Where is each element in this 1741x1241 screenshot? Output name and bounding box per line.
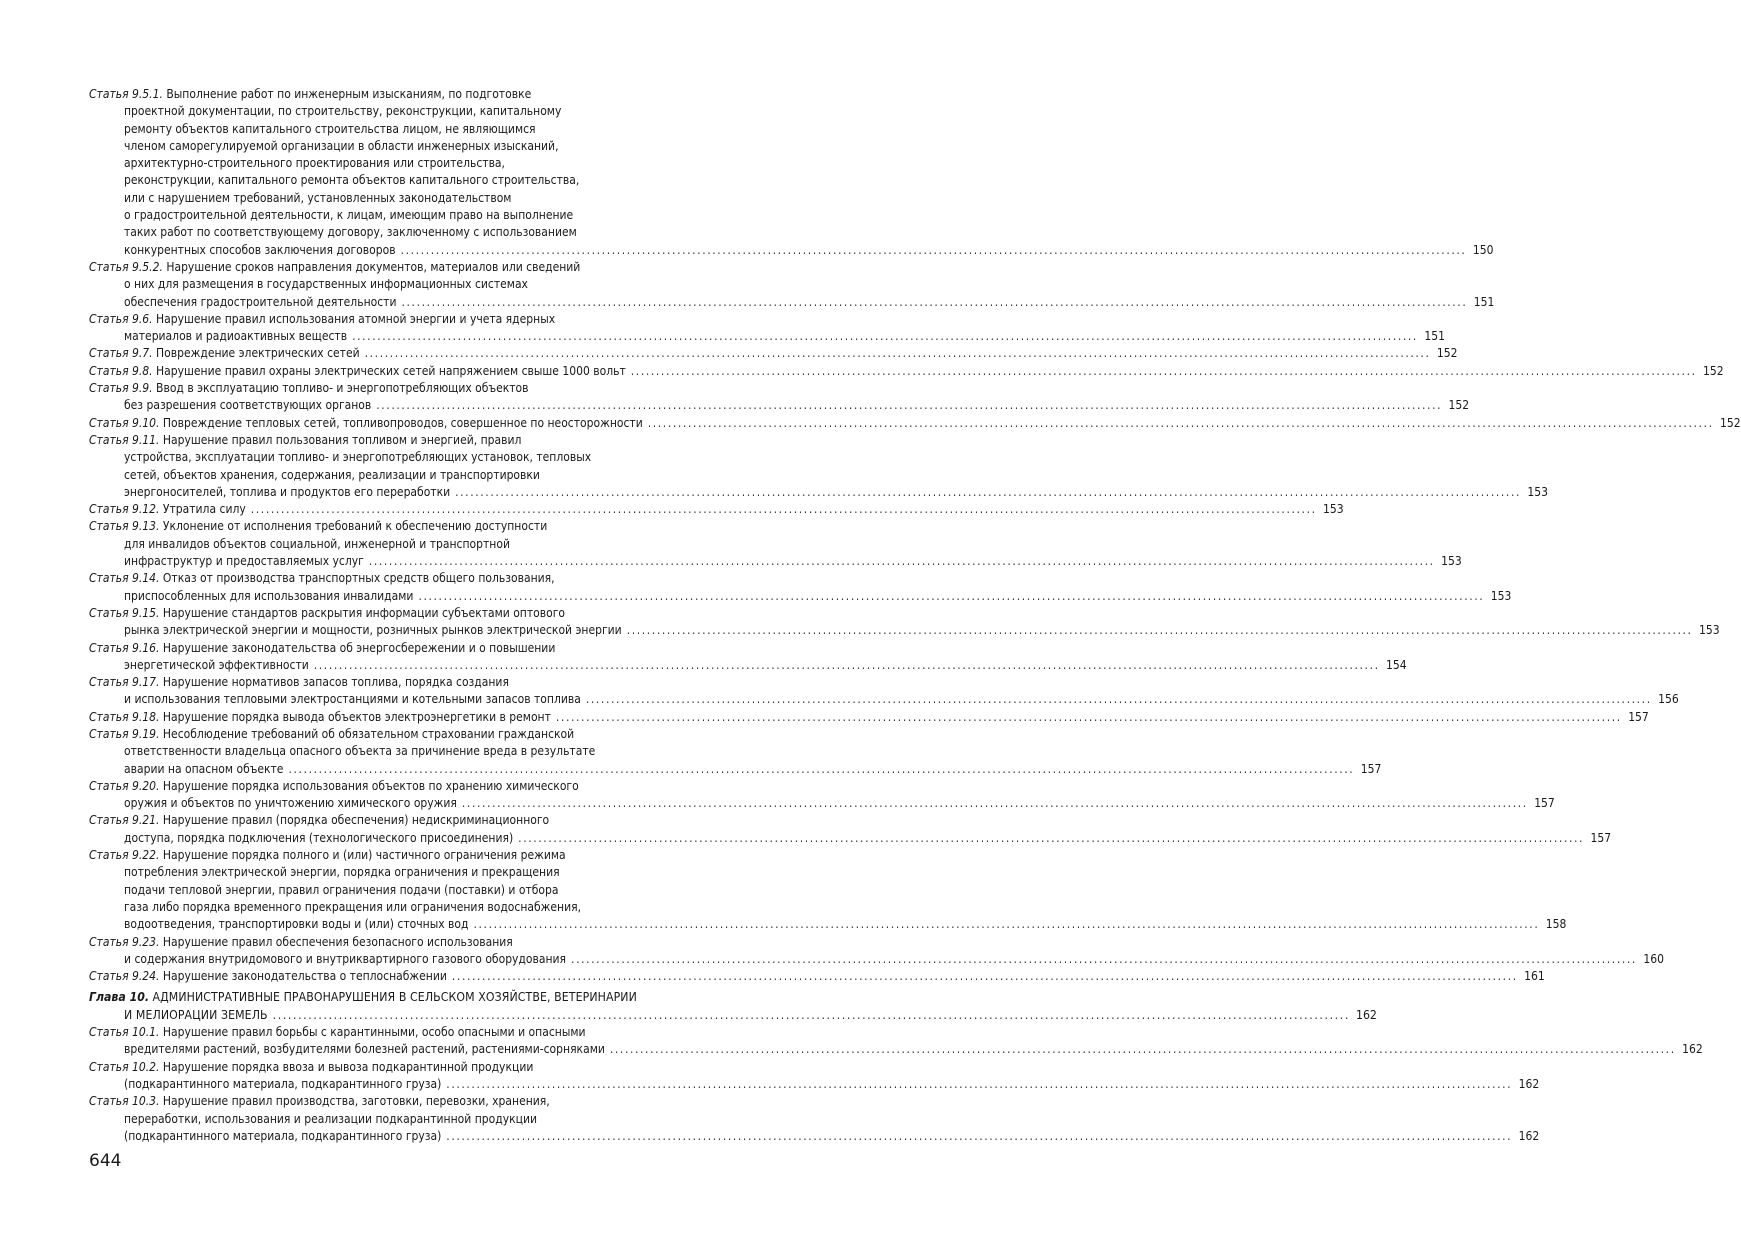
entry-title-text: Нарушение правил использования атомной энергии и учета ядерных [156, 311, 556, 326]
entry-title-text: (подкарантинного материала, подкарантинного груза) [124, 1076, 442, 1091]
toc-entry [89, 311, 1445, 346]
dot-leader: .................................................................................................................................................................................................................... [272, 1007, 1350, 1022]
page-ref: 157 [1534, 796, 1555, 811]
entry-title-text: Нарушение порядка использования объектов по хранению химического [162, 778, 579, 793]
entry-line [89, 294, 1495, 311]
entry-title-text: Нарушение законодательства об энергосбережении и о повышении [162, 640, 556, 655]
entry-title-text: инфраструктур и предоставляемых услуг [124, 554, 364, 569]
entry-line [89, 155, 709, 172]
article-label: Статья 9.24. [89, 969, 160, 984]
entry-title-text: Нарушение порядка вывода объектов электроэнергетики в ремонт [162, 709, 551, 724]
entry-title-text: потребления электрической энергии, порядка ограничения и прекращения [124, 865, 560, 880]
entry-line [89, 864, 709, 881]
entry-line [89, 899, 709, 916]
entry-title-text: Нарушение законодательства о теплоснабжении [162, 969, 447, 984]
article-label: Статья 9.5.1. [89, 87, 163, 101]
entry-line [89, 449, 709, 466]
entry-line [89, 674, 709, 691]
entry-line [89, 328, 1445, 345]
entry-line [89, 934, 709, 951]
entry-title-text: рынка электрической энергии и мощности, розничных рынков электрической энергии [124, 623, 622, 638]
entry-title-text: устройства, эксплуатации топливо- и энергопотребляющих установок, тепловых [124, 450, 592, 465]
article-label: Статья 10.1. [89, 1025, 160, 1040]
dot-leader: .................................................................................................................................................................................................................... [630, 363, 1697, 378]
entry-title-text: аварии на опасном объекте [124, 761, 284, 776]
entry-line [89, 536, 709, 553]
entry-title-text: Нарушение правил (порядка обеспечения) недискриминационного [162, 813, 550, 828]
dot-leader: .................................................................................................................................................................................................................... [401, 294, 1468, 309]
page-ref: 152 [1720, 415, 1741, 430]
toc-entry [89, 1024, 1703, 1059]
toc-entry [89, 1093, 1540, 1145]
dot-leader: .................................................................................................................................................................................................................... [647, 415, 1714, 430]
entry-line [89, 761, 1382, 778]
page-ref: 156 [1658, 692, 1679, 707]
page-ref: 153 [1490, 588, 1512, 603]
entry-title-text: АДМИНИСТРАТИВНЫЕ ПРАВОНАРУШЕНИЯ В СЕЛЬСКОМ ХОЗЯЙСТВЕ, ВЕТЕРИНАРИИ [152, 990, 637, 1005]
dot-leader: .................................................................................................................................................................................................................... [288, 761, 1355, 776]
article-label: Статья 9.6. [89, 311, 153, 326]
entry-title-text: о них для размещения в государственных информационных системах [124, 277, 528, 292]
dot-leader: .................................................................................................................................................................................................................... [455, 484, 1522, 499]
dot-leader: .................................................................................................................................................................................................................... [376, 398, 1443, 413]
entry-title-text: Отказ от производства транспортных средств общего пользования, [162, 571, 555, 586]
article-label: Статья 9.11. [89, 432, 160, 447]
entry-line [89, 242, 1494, 259]
entry-title-text: без разрешения соответствующих органов [124, 398, 372, 413]
entry-line [89, 207, 709, 224]
toc-entry [89, 605, 1720, 640]
toc-entry [89, 640, 1407, 675]
article-label: Статья 9.14. [89, 571, 160, 586]
entry-line [89, 778, 709, 795]
page-ref: 157 [1628, 709, 1649, 724]
article-label: Статья 9.8. [89, 363, 153, 378]
entry-line [89, 951, 1664, 968]
entry-title-text: (подкарантинного материала, подкарантинного груза) [124, 1128, 442, 1143]
entry-line [89, 553, 1462, 570]
article-label: Статья 9.7. [89, 346, 153, 361]
table-of-contents [89, 86, 1741, 1145]
entry-title-text: энергетической эффективности [124, 657, 309, 672]
toc-entry [89, 812, 1612, 847]
page-ref: 160 [1643, 951, 1664, 966]
dot-leader: .................................................................................................................................................................................................................... [418, 588, 1485, 603]
entry-line [89, 640, 709, 657]
entry-line [89, 415, 1741, 432]
page-ref: 152 [1436, 346, 1458, 361]
entry-title-text: членом саморегулируемой организации в области инженерных изысканий, [124, 138, 559, 153]
entry-line [89, 1128, 1540, 1145]
page-ref: 158 [1545, 917, 1567, 932]
entry-title-text: Нарушение правил обеспечения безопасного использования [162, 934, 513, 949]
toc-entry [89, 432, 1549, 501]
page-ref: 157 [1590, 830, 1612, 845]
entry-title-text: сетей, объектов хранения, содержания, реализации и транспортировки [124, 467, 540, 482]
entry-title-text: Выполнение работ по инженерным изысканиям, по подготовке [166, 87, 532, 101]
entry-title-text: проектной документации, по строительству, реконструкции, капитальному [124, 104, 562, 119]
entry-title-text: или с нарушением требований, установленных законодательством [124, 190, 512, 205]
toc-entry [89, 570, 1512, 605]
toc-entry [89, 1059, 1540, 1094]
entry-line [89, 345, 1458, 362]
dot-leader: .................................................................................................................................................................................................................... [571, 951, 1637, 966]
page-ref: 162 [1682, 1042, 1703, 1057]
entry-line [89, 397, 1470, 414]
entry-line [89, 1076, 1540, 1093]
entry-title-text: Несоблюдение требований об обязательном страховании гражданской [162, 726, 575, 741]
entry-line [89, 847, 709, 864]
entry-line [89, 224, 709, 241]
article-label: Статья 9.20. [89, 778, 160, 793]
article-label: Статья 9.16. [89, 640, 160, 655]
dot-leader: .................................................................................................................................................................................................................... [352, 329, 1418, 344]
entry-title-text: ремонту объектов капитального строительства лицом, не являющимся [124, 121, 536, 136]
toc-entry [89, 363, 1724, 380]
entry-title-text: Ввод в эксплуатацию топливо- и энергопотребляющих объектов [156, 381, 529, 396]
entry-line [89, 501, 1344, 518]
entry-title-text: водоотведения, транспортировки воды и (или) сточных вод [124, 917, 469, 932]
entry-line [89, 570, 709, 587]
entry-line [89, 743, 709, 760]
entry-title-text: Утратила силу [162, 502, 246, 517]
dot-leader: .................................................................................................................................................................................................................... [364, 346, 1431, 361]
page-ref: 153 [1527, 484, 1549, 499]
entry-line [89, 882, 709, 899]
entry-title-text: ответственности владельца опасного объекта за причинение вреда в результате [124, 744, 596, 759]
toc-entry [89, 968, 1545, 985]
entry-title-text: Нарушение порядка полного и (или) частичного ограничения режима [162, 848, 566, 863]
dot-leader: .................................................................................................................................................................................................................... [446, 1076, 1513, 1091]
entry-line [89, 518, 709, 535]
entry-line [89, 380, 709, 397]
entry-line [89, 138, 709, 155]
toc-entry [89, 415, 1741, 432]
toc-entry [89, 345, 1458, 362]
page-ref: 154 [1386, 657, 1407, 672]
dot-leader: .................................................................................................................................................................................................................... [461, 796, 1528, 811]
entry-title-text: архитектурно-строительного проектирования или строительства, [124, 156, 505, 171]
entry-line [89, 121, 709, 138]
article-label: Статья 9.21. [89, 813, 160, 828]
toc-entry [89, 674, 1679, 709]
dot-leader: .................................................................................................................................................................................................................... [585, 692, 1652, 707]
entry-line [89, 86, 709, 103]
entry-line [89, 1093, 709, 1110]
article-label: Статья 10.2. [89, 1059, 160, 1074]
entry-line [89, 467, 709, 484]
page-ref: 150 [1472, 242, 1494, 257]
entry-title-text: Нарушение правил производства, заготовки, перевозки, хранения, [162, 1094, 550, 1109]
toc-entry [89, 518, 1462, 570]
page-ref: 151 [1424, 329, 1445, 344]
dot-leader: .................................................................................................................................................................................................................... [368, 554, 1435, 569]
article-label: Статья 9.12. [89, 502, 160, 517]
entry-line [89, 484, 1549, 501]
entry-line [89, 605, 709, 622]
toc-entry [89, 778, 1555, 813]
entry-title-text: Нарушение правил пользования топливом и энергией, правил [162, 432, 522, 447]
entry-line [89, 259, 709, 276]
entry-line [89, 103, 709, 120]
toc-entry [89, 847, 1567, 933]
page-ref: 152 [1703, 363, 1724, 378]
entry-title-text: оружия и объектов по уничтожению химического оружия [124, 796, 457, 811]
entry-title-text: Уклонение от исполнения требований к обеспечению доступности [162, 519, 548, 534]
dot-leader: .................................................................................................................................................................................................................... [626, 623, 1693, 638]
dot-leader: .................................................................................................................................................................................................................... [250, 502, 1317, 517]
entry-title-text: о градостроительной деятельности, к лицам, имеющим право на выполнение [124, 208, 574, 223]
entry-line [89, 830, 1612, 847]
entry-title-text: И МЕЛИОРАЦИИ ЗЕМЕЛЬ [124, 1007, 268, 1022]
entry-title-text: обеспечения градостроительной деятельности [124, 294, 397, 309]
page-ref: 161 [1524, 969, 1545, 984]
entry-line [89, 1024, 709, 1041]
page-ref: 162 [1518, 1128, 1540, 1143]
article-label: Статья 9.22. [89, 848, 160, 863]
entry-line [89, 657, 1407, 674]
page-ref: 151 [1473, 294, 1495, 309]
entry-title-text: Нарушение стандартов раскрытия информации субъектами оптового [162, 605, 565, 620]
entry-title-text: для инвалидов объектов социальной, инженерной и транспортной [124, 536, 510, 551]
article-label: Статья 9.9. [89, 381, 153, 396]
entry-title-text: переработки, использования и реализации подкарантинной продукции [124, 1111, 537, 1126]
dot-leader: .................................................................................................................................................................................................................... [555, 709, 1622, 724]
article-label: Статья 9.18. [89, 709, 160, 724]
article-label: Статья 10.3. [89, 1094, 160, 1109]
entry-title-text: Повреждение тепловых сетей, топливопроводов, совершенное по неосторожности [162, 415, 643, 430]
entry-title-text: приспособленных для использования инвалидами [124, 588, 414, 603]
entry-line [89, 276, 709, 293]
entry-title-text: доступа, порядка подключения (технологического присоединения) [124, 830, 514, 845]
article-label: Статья 9.19. [89, 726, 160, 741]
entry-line [89, 1007, 1377, 1024]
entry-line [89, 691, 1679, 708]
entry-title-text: таких работ по соответствующему договору, заключенному с использованием [124, 225, 577, 240]
toc-entry [89, 726, 1382, 778]
entry-title-text: Нарушение нормативов запасов топлива, порядка создания [162, 675, 509, 690]
entry-line [89, 726, 709, 743]
entry-line [89, 968, 1545, 985]
entry-line [89, 1111, 709, 1128]
entry-title-text: энергоносителей, топлива и продуктов его переработки [124, 484, 451, 499]
entry-line [89, 1041, 1703, 1058]
entry-title-text: газа либо порядка временного прекращения или ограничения водоснабжения, [124, 899, 582, 914]
entry-line [89, 989, 709, 1006]
dot-leader: .................................................................................................................................................................................................................... [313, 657, 1380, 672]
entry-line [89, 709, 1649, 726]
entry-title-text: подачи тепловой энергии, правил ограничения подачи (поставки) и отбора [124, 882, 559, 897]
toc-entry [89, 934, 1664, 969]
entry-line [89, 795, 1555, 812]
dot-leader: .................................................................................................................................................................................................................... [518, 830, 1585, 845]
entry-title-text: реконструкции, капитального ремонта объектов капитального строительства, [124, 173, 580, 188]
page-ref: 153 [1441, 554, 1462, 569]
article-label: Статья 9.5.2. [89, 259, 163, 274]
chapter-label: Глава 10. [89, 990, 149, 1005]
page-ref: 152 [1448, 398, 1470, 413]
article-label: Статья 9.13. [89, 519, 160, 534]
entry-title-text: Нарушение порядка ввоза и вывоза подкарантинной продукции [162, 1059, 534, 1074]
page-number: 644 [89, 1151, 122, 1171]
entry-title-text: материалов и радиоактивных веществ [124, 329, 348, 344]
entry-line [89, 172, 709, 189]
entry-line [89, 1059, 709, 1076]
entry-title-text: и использования тепловыми электростанциями и котельными запасов топлива [124, 692, 581, 707]
chapter-entry [89, 989, 1377, 1024]
page-ref: 162 [1518, 1076, 1540, 1091]
article-label: Статья 9.15. [89, 605, 160, 620]
entry-title-text: конкурентных способов заключения договоров [124, 242, 396, 257]
entry-line [89, 812, 709, 829]
article-label: Статья 9.23. [89, 934, 160, 949]
toc-entry [89, 380, 1470, 415]
entry-title-text: Нарушение сроков направления документов, материалов или сведений [166, 259, 581, 274]
entry-line [89, 363, 1724, 380]
entry-title-text: вредителями растений, возбудителями болезней растений, растениями-сорняками [124, 1042, 605, 1057]
toc-entry [89, 501, 1344, 518]
entry-title-text: Нарушение правил охраны электрических сетей напряжением свыше 1000 вольт [156, 363, 626, 378]
toc-entry [89, 259, 1495, 311]
article-label: Статья 9.17. [89, 675, 160, 690]
toc-entry [89, 709, 1649, 726]
entry-line [89, 190, 709, 207]
entry-line [89, 311, 709, 328]
page-ref: 157 [1360, 761, 1382, 776]
toc-entry [89, 86, 1494, 259]
page-ref: 153 [1698, 623, 1720, 638]
entry-line [89, 622, 1720, 639]
dot-leader: .................................................................................................................................................................................................................... [400, 242, 1467, 257]
dot-leader: .................................................................................................................................................................................................................... [473, 917, 1540, 932]
entry-title-text: Повреждение электрических сетей [156, 346, 360, 361]
entry-title-text: и содержания внутридомового и внутриквартирного газового оборудования [124, 951, 567, 966]
page-ref: 153 [1323, 502, 1344, 517]
entry-title-text: Нарушение правил борьбы с карантинными, особо опасными и опасными [162, 1025, 586, 1040]
article-label: Статья 9.10. [89, 415, 160, 430]
entry-line [89, 432, 709, 449]
dot-leader: .................................................................................................................................................................................................................... [609, 1042, 1676, 1057]
dot-leader: .................................................................................................................................................................................................................... [446, 1128, 1513, 1143]
entry-line [89, 916, 1567, 933]
page-ref: 162 [1355, 1007, 1377, 1022]
entry-line [89, 588, 1512, 605]
dot-leader: .................................................................................................................................................................................................................... [451, 969, 1518, 984]
